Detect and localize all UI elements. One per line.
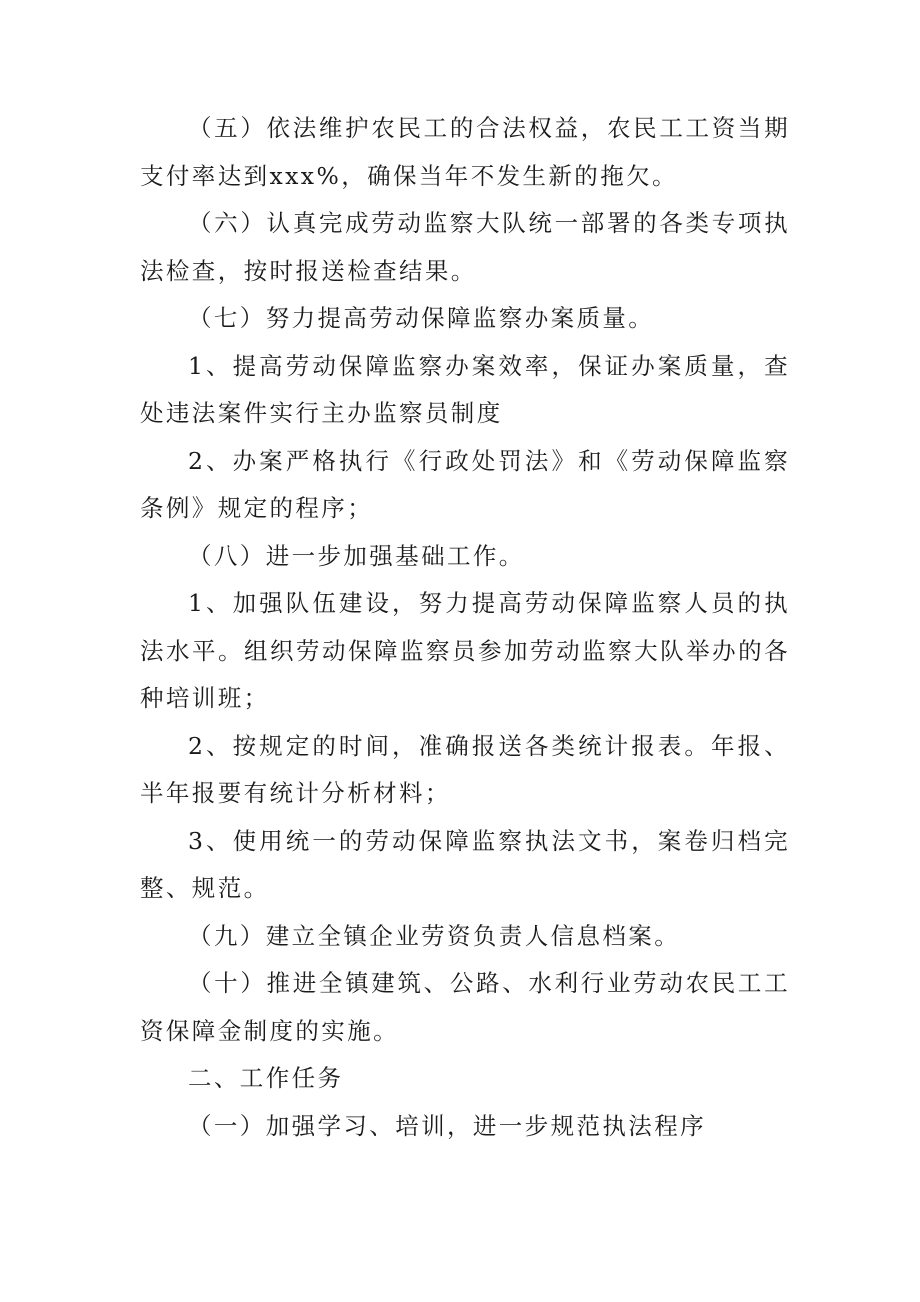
paragraph-item-10: （十）推进全镇建筑、公路、水利行业劳动农民工工资保障金制度的实施。: [140, 969, 790, 1045]
paragraph-subitem-8-1: 1、加强队伍建设，努力提高劳动保障监察人员的执法水平。组织劳动保障监察员参加劳动监察大队举办的各种培训班；: [140, 589, 790, 712]
paragraph-item-6: （六）认真完成劳动监察大队统一部署的各类专项执法检查，按时报送检查结果。: [140, 209, 790, 285]
paragraph-item-8: （八）进一步加强基础工作。: [188, 541, 525, 570]
paragraph-item-9: （九）建立全镇企业劳资负责人信息档案。: [188, 921, 681, 950]
paragraph-subitem-7-1: 1、提高劳动保障监察办案效率，保证办案质量，查处违法案件实行主办监察员制度: [140, 351, 790, 427]
document-body: [140, 105, 790, 1150]
paragraph-item-5: （五）依法维护农民工的合法权益，农民工工资当期支付率达到xxx%，确保当年不发生新的拖欠。: [140, 114, 790, 190]
paragraph-subitem-7-2: 2、办案严格执行《行政处罚法》和《劳动保障监察条例》规定的程序；: [140, 446, 790, 522]
paragraph-task-1: （一）加强学习、培训，进一步规范执法程序: [188, 1111, 706, 1140]
paragraph-item-7: （七）努力提高劳动保障监察办案质量。: [188, 304, 655, 332]
paragraph-subitem-8-3: 3、使用统一的劳动保障监察执法文书，案卷归档完整、规范。: [140, 826, 790, 902]
paragraph-subitem-8-2: 2、按规定的时间，准确报送各类统计报表。年报、半年报要有统计分析材料；: [140, 731, 790, 807]
section-heading-tasks: 二、工作任务: [188, 1064, 344, 1092]
